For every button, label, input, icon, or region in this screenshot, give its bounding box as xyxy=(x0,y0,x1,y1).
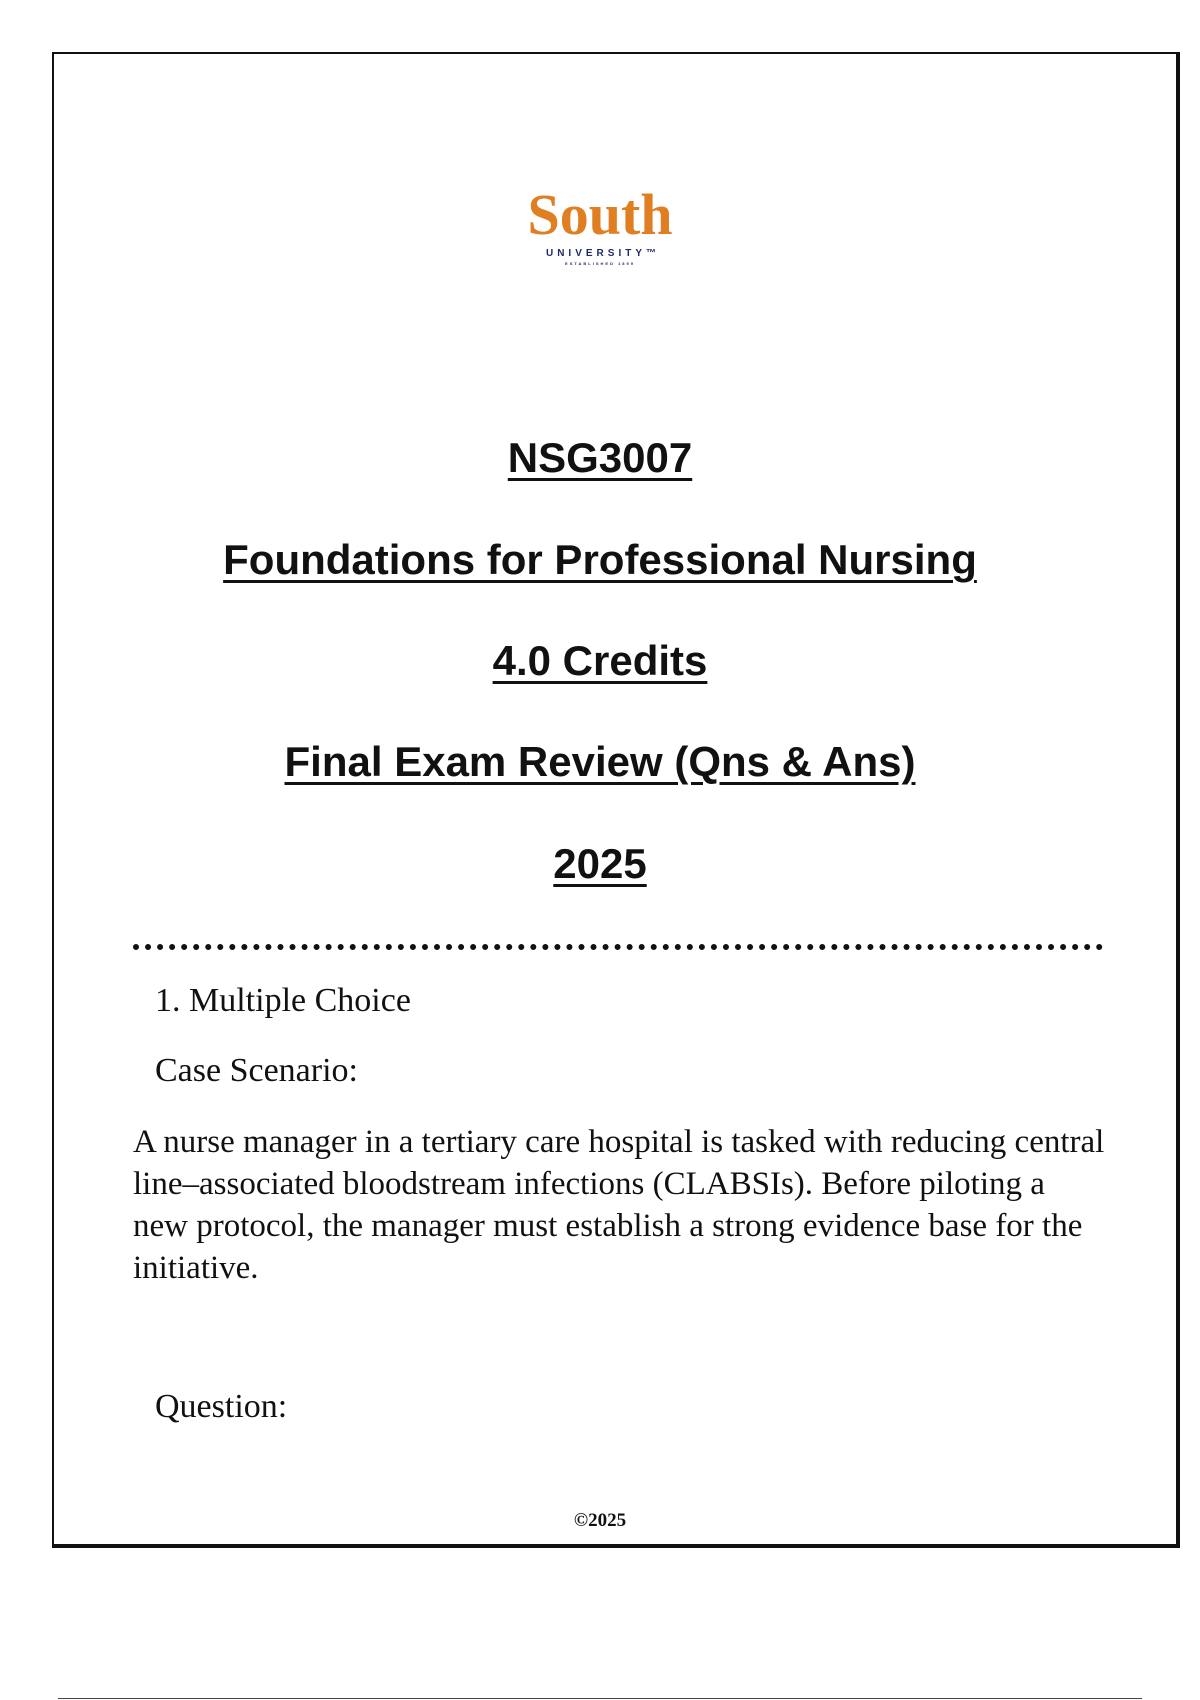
question-label: Question: xyxy=(155,1388,288,1425)
course-code: NSG3007 xyxy=(507,434,693,481)
dotted-divider xyxy=(133,944,1103,950)
case-scenario-label: Case Scenario: xyxy=(155,1052,358,1089)
question-heading: 1. Multiple Choice xyxy=(155,982,411,1019)
footer-copyright: ©2025 xyxy=(573,1510,627,1531)
exam-title: Final Exam Review (Qns & Ans) xyxy=(284,738,916,785)
logo-subtitle: UNIVERSITY™ xyxy=(545,248,660,259)
university-logo xyxy=(0,182,1200,266)
page-frame xyxy=(52,52,1180,1548)
logo-wordmark: South xyxy=(527,182,673,247)
logo-established: ESTABLISHED 1899 xyxy=(565,261,635,266)
exam-year: 2025 xyxy=(553,840,647,887)
course-name: Foundations for Professional Nursing xyxy=(223,536,977,583)
course-credits: 4.0 Credits xyxy=(492,637,708,684)
next-page-edge xyxy=(58,1698,1142,1699)
case-scenario-text: A nurse manager in a tertiary care hospital is tasked with reducing central line–associated bloodstream infections (CLABSIs). Before piloting a new protocol, the manager must establish a strong evidence base for the initiative. xyxy=(133,1124,1105,1286)
